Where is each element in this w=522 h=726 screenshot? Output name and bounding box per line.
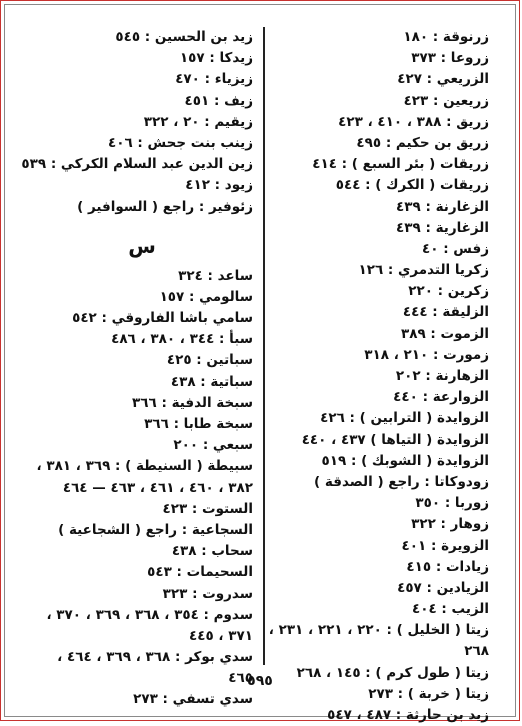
index-entry: الستوت : ٤٢٣	[162, 500, 253, 517]
index-entry: ٤٦٥	[228, 670, 253, 687]
index-entry: زينب بنت جحش : ٤٠٦	[108, 134, 253, 151]
index-entry: زين الدين عبد السلام الكركي : ٥٣٩	[21, 156, 253, 173]
index-entry: الزموت : ٣٨٩	[400, 325, 489, 342]
index-entry: الزيب : ٤٠٤	[412, 601, 489, 618]
index-entry: زكرين : ٢٢٠	[408, 283, 489, 300]
index-entry: سبخة طابا : ٣٦٦	[144, 416, 253, 432]
index-entry: سبعي : ٢٠٠	[173, 437, 253, 454]
index-entry: الزليقة : ٤٤٤	[402, 304, 489, 321]
index-entry: الزوارعة : ٤٤٠	[393, 389, 489, 406]
index-entry: زريق بن حكيم : ٤٩٥	[356, 134, 489, 151]
page-number: ٥٩٥	[247, 673, 273, 689]
index-entry: الزوايدة ( الشوبك ) : ٥١٩	[321, 452, 489, 469]
index-entry: زيد بن حارثة : ٤٨٧ ، ٥٤٧	[327, 707, 489, 723]
index-entry: الزوايدة ( الترابين ) : ٤٢٦	[320, 410, 489, 427]
index-entry: الزهارنة : ٢٠٢	[395, 368, 489, 384]
index-entry: زروعا : ٣٧٣	[411, 50, 489, 67]
index-entry: زريقات ( الكرك ) : ٥٤٤	[335, 177, 489, 194]
index-entry: زريق : ٣٨٨ ، ٤١٠ ، ٤٢٣	[338, 113, 489, 130]
index-entry: زيقيم : ٢٠ ، ٣٢٢	[143, 113, 253, 130]
index-entry: سبأ : ٣٤٤ ، ٣٨٠ ، ٤٨٦	[111, 331, 253, 348]
index-entry: زيدكا : ١٥٧	[179, 50, 253, 67]
index-entry: زفس : ٤٠	[422, 240, 489, 257]
index-entry: الزيادين : ٤٥٧	[397, 579, 489, 596]
index-entry: زرنوقة : ١٨٠	[403, 29, 489, 45]
index-entry: سحاب : ٤٣٨	[171, 543, 253, 560]
index-entry: زيود : ٤١٢	[185, 177, 253, 194]
index-entry: سدوم : ٣٥٤ ، ٣٦٨ ، ٣٦٩ ، ٣٧٠ ،	[46, 606, 253, 623]
index-entry: زمورت : ٢١٠ ، ٣١٨	[364, 346, 489, 363]
index-entry: زيف : ٤٥١	[184, 92, 253, 109]
index-entry: ٢٦٨	[464, 643, 489, 660]
index-entry: زيزياء : ٤٧٠	[175, 71, 253, 88]
index-entry: سدروت : ٣٢٣	[162, 585, 253, 602]
index-entry: الزريعي : ٤٢٧	[397, 71, 489, 88]
index-column-left	[21, 27, 253, 711]
index-entry: السجاعية : راجع ( الشجاعية )	[58, 521, 253, 538]
section-letter: س	[128, 233, 156, 258]
index-entry: زيتا ( طول كرم ) : ١٤٥ ، ٢٦٨	[296, 664, 489, 681]
index-entry: سبخة الدفية : ٣٦٦	[132, 394, 253, 411]
index-entry: سامي باشا الفاروقي : ٥٤٢	[72, 310, 253, 327]
index-entry: زكريا التدمري : ١٢٦	[358, 262, 489, 279]
index-entry: زودوكاتا : راجع ( الصدقة )	[314, 473, 489, 490]
index-entry: ٣٨٢ ، ٤٦٠ ، ٤٦١ ، ٤٦٣ — ٤٦٤	[62, 479, 253, 496]
index-entry: زريعين : ٤٢٣	[403, 92, 489, 109]
index-entry: سدي بوكر : ٣٦٨ ، ٣٦٩ ، ٤٦٤ ،	[57, 649, 253, 666]
index-entry: ساعد : ٣٢٤	[178, 267, 253, 284]
index-entry: سباتين : ٤٢٥	[166, 352, 253, 369]
index-entry: الزويرة : ٤٠١	[401, 537, 489, 554]
index-entry: سبيطة ( السنيطة ) : ٣٦٩ ، ٣٨١ ،	[36, 458, 253, 475]
column-divider	[263, 27, 265, 665]
index-entry: زريقات ( بئر السبع ) : ٤١٤	[312, 156, 489, 173]
index-entry: زيد بن الحسين : ٥٤٥	[115, 29, 253, 45]
index-entry: الزغارية : ٤٣٩	[396, 219, 489, 236]
index-entry: زيتا ( الخليل ) : ٢٢٠ ، ٢٢١ ، ٢٣١ ،	[268, 622, 489, 639]
index-entry: زيتا ( خربة ) : ٢٧٣	[368, 685, 489, 702]
index-entry: سالومي : ١٥٧	[159, 288, 253, 305]
index-entry: ٣٧١ ، ٤٤٥	[189, 627, 253, 644]
index-entry: سباتية : ٤٣٨	[170, 373, 253, 390]
index-entry: زيادات : ٤١٥	[406, 558, 489, 575]
index-entry: سدي تسفي : ٢٧٣	[133, 691, 253, 708]
index-entry: الزوايدة ( التياها ) ٤٣٧ ، ٤٤٠	[301, 431, 489, 448]
index-entry: الزغارنة : ٤٣٩	[396, 198, 489, 215]
document-page	[4, 4, 516, 723]
index-entry: زوهار : ٣٢٢	[411, 516, 489, 533]
index-column-right	[253, 27, 489, 726]
index-entry: السحيمات : ٥٤٣	[147, 564, 253, 581]
index-entry: زوربا : ٣٥٠	[415, 495, 489, 512]
index-entry: زئوفير : راجع ( السوافير )	[77, 198, 253, 215]
